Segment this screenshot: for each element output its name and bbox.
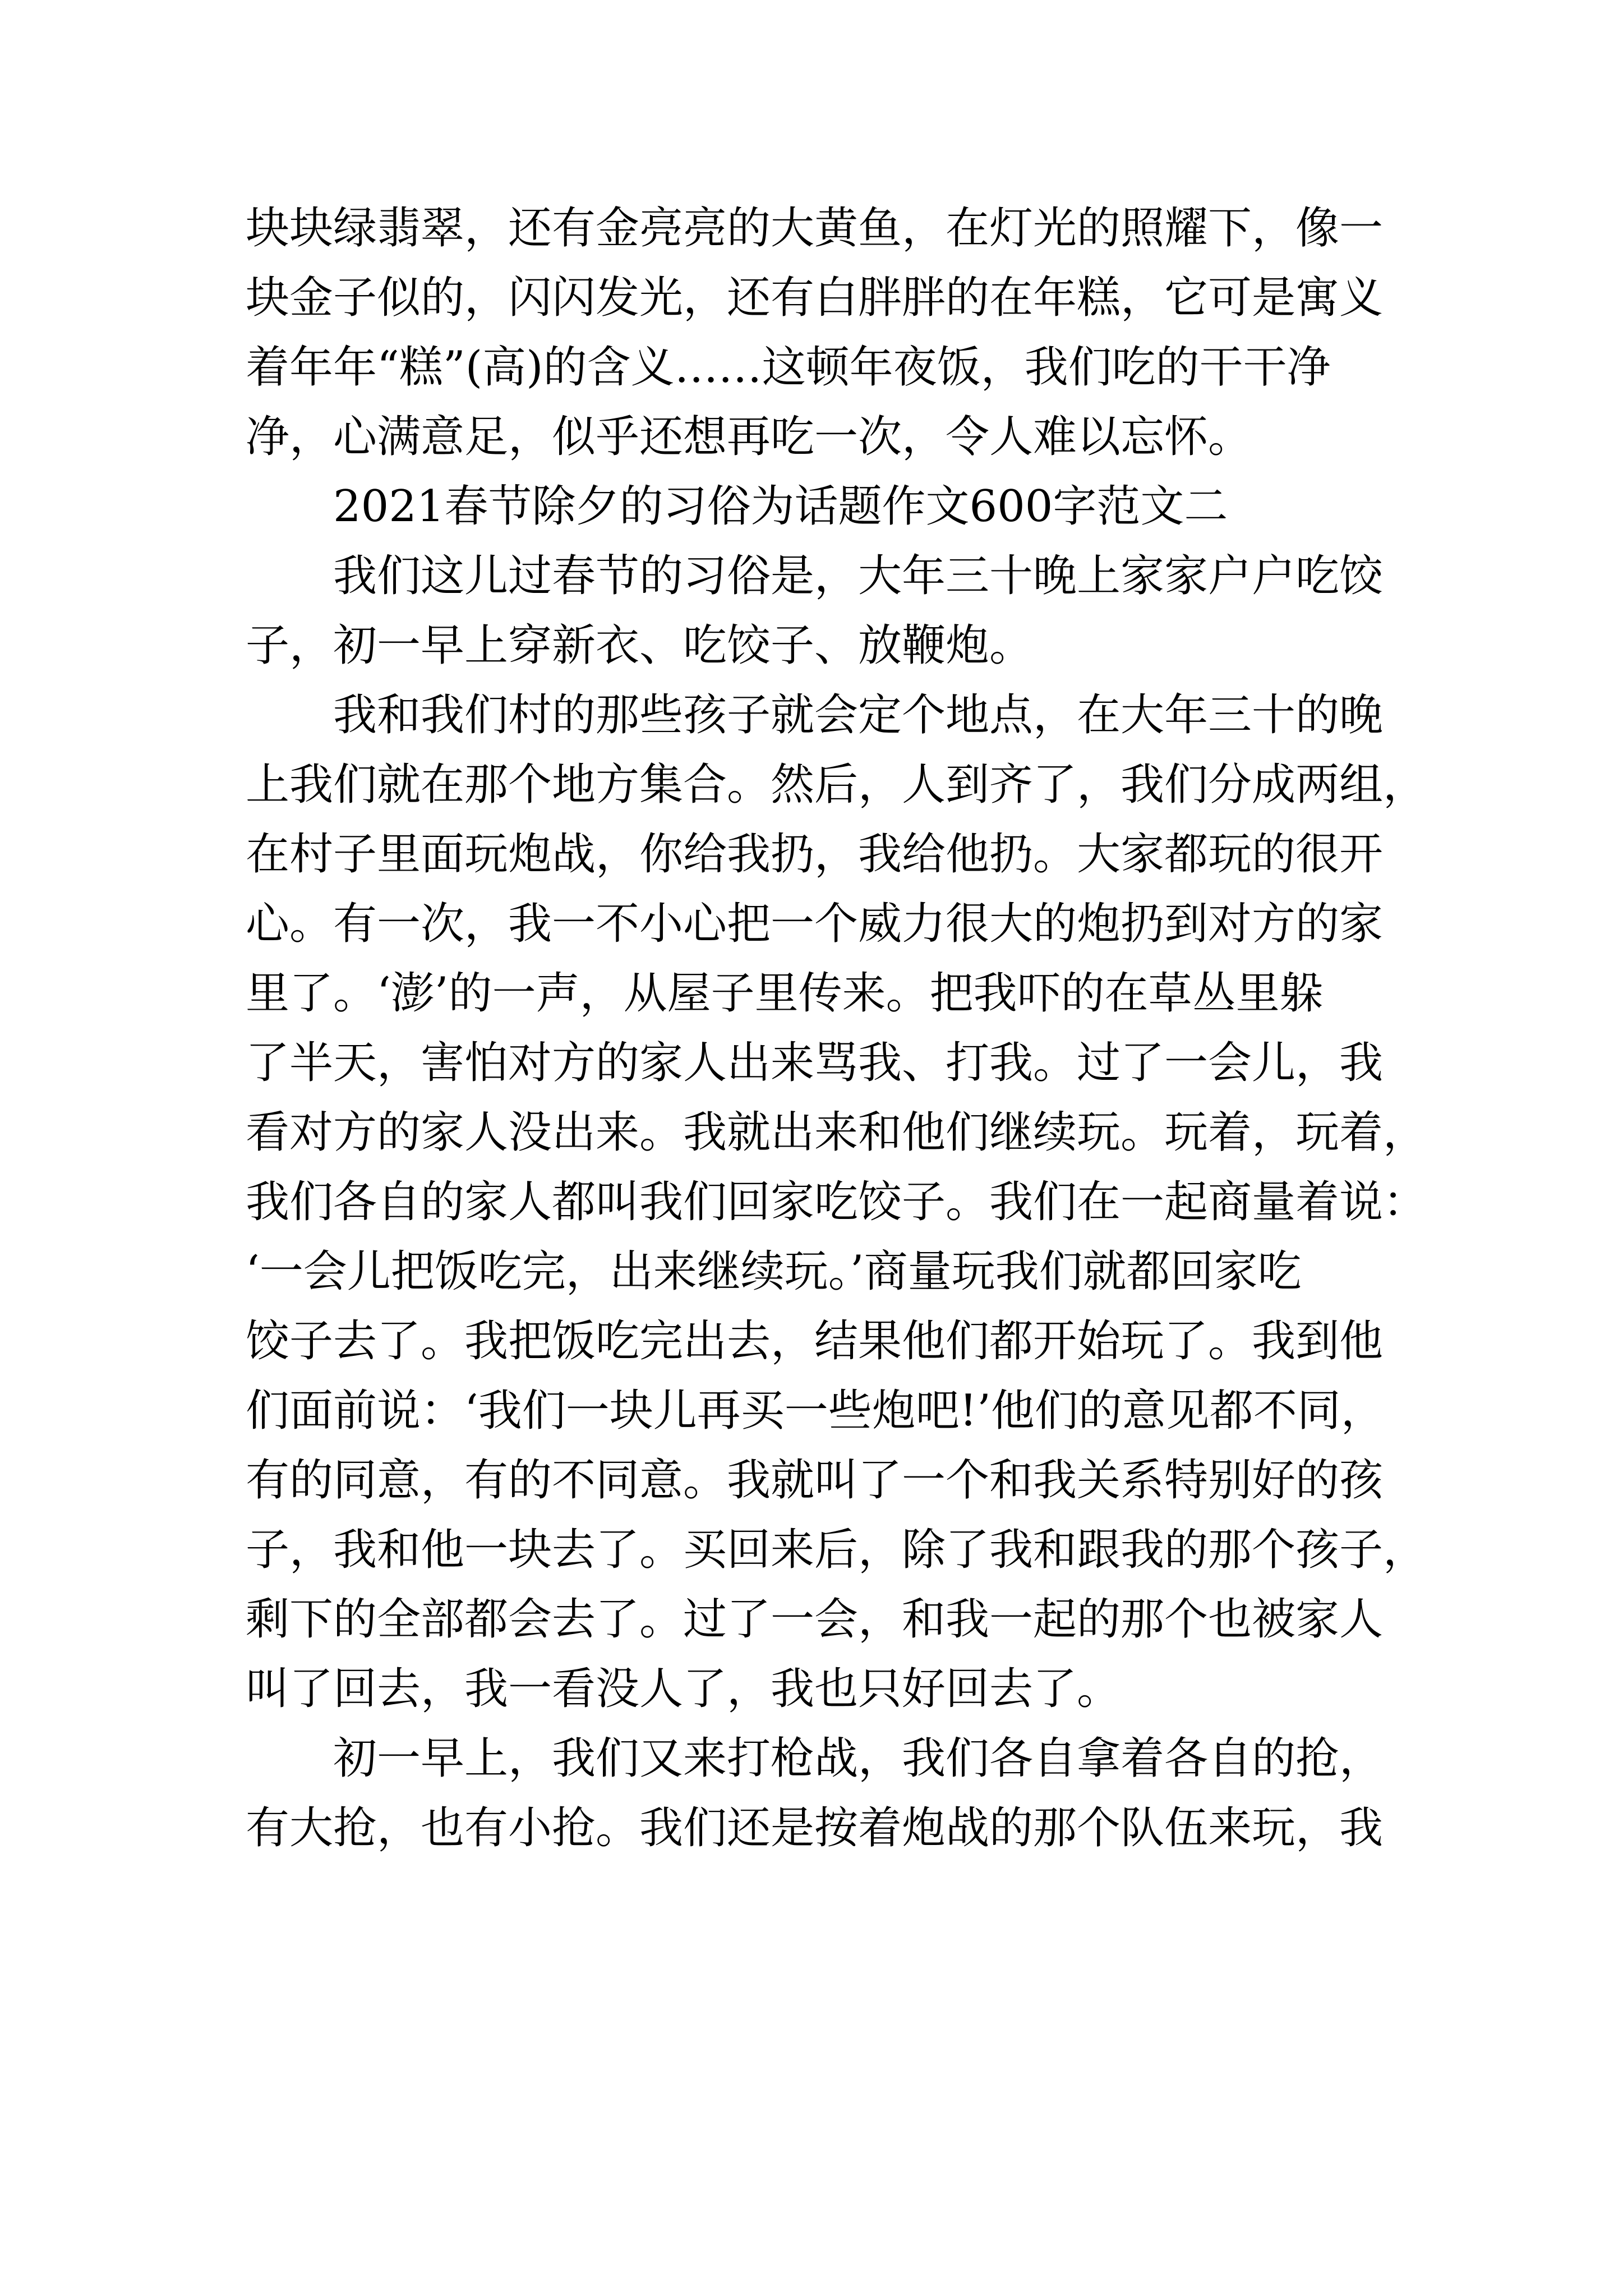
text-line: 有的同意，有的不同意。我就叫了一个和我关系特别好的孩 xyxy=(246,1455,1384,1506)
text-line: 子，初一早上穿新衣、吃饺子、放鞭炮。 xyxy=(246,620,1034,671)
text-line: 上我们就在那个地方集合。然后，人到齐了，我们分成两组， xyxy=(246,760,1427,810)
text-line: 们面前说：‘我们一块儿再买一些炮吧!’他们的意见都不同， xyxy=(246,1386,1385,1436)
text-line: 着年年“糕”(高)的含义……这顿年夜饭，我们吃的干干净 xyxy=(246,342,1331,393)
section-heading: 2021春节除夕的习俗为话题作文600字范文二 xyxy=(333,481,1228,532)
text-line: 看对方的家人没出来。我就出来和他们继续玩。玩着，玩着， xyxy=(246,1107,1427,1158)
text-line: 块块绿翡翠，还有金亮亮的大黄鱼，在灯光的照耀下，像一 xyxy=(246,203,1384,254)
text-line: 里了。‘澎’的一声，从屋子里传来。把我吓的在草丛里躲 xyxy=(246,968,1324,1019)
text-line: 初一早上，我们又来打枪战，我们各自拿着各自的抢， xyxy=(333,1733,1384,1784)
text-line: 净，心满意足，似乎还想再吃一次，令人难以忘怀。 xyxy=(246,412,1252,462)
text-line: 剩下的全部都会去了。过了一会，和我一起的那个也被家人 xyxy=(246,1594,1384,1645)
text-line: 了半天，害怕对方的家人出来骂我、打我。过了一会儿，我 xyxy=(246,1038,1384,1088)
body-text xyxy=(246,194,1427,1863)
text-line: 心。有一次，我一不小心把一个威力很大的炮扔到对方的家 xyxy=(246,899,1384,949)
text-line: 饺子去了。我把饭吃完出去，结果他们都开始玩了。我到他 xyxy=(246,1316,1384,1366)
text-line: 我和我们村的那些孩子就会定个地点，在大年三十的晚 xyxy=(333,690,1384,740)
text-line: 我们这儿过春节的习俗是，大年三十晚上家家户户吃饺 xyxy=(333,551,1384,601)
text-line: 叫了回去，我一看没人了，我也只好回去了。 xyxy=(246,1664,1121,1714)
text-line: 块金子似的，闪闪发光，还有白胖胖的在年糕，它可是寓义 xyxy=(246,273,1384,323)
text-line: 子，我和他一块去了。买回来后，除了我和跟我的那个孩子， xyxy=(246,1525,1427,1575)
text-line: 有大抢，也有小抢。我们还是按着炮战的那个队伍来玩，我 xyxy=(246,1803,1384,1853)
text-line: ‘一会儿把饭吃完，出来继续玩。’商量玩我们就都回家吃 xyxy=(246,1246,1302,1297)
text-line: 在村子里面玩炮战，你给我扔，我给他扔。大家都玩的很开 xyxy=(246,829,1384,880)
text-line: 我们各自的家人都叫我们回家吃饺子。我们在一起商量着说： xyxy=(246,1177,1427,1227)
